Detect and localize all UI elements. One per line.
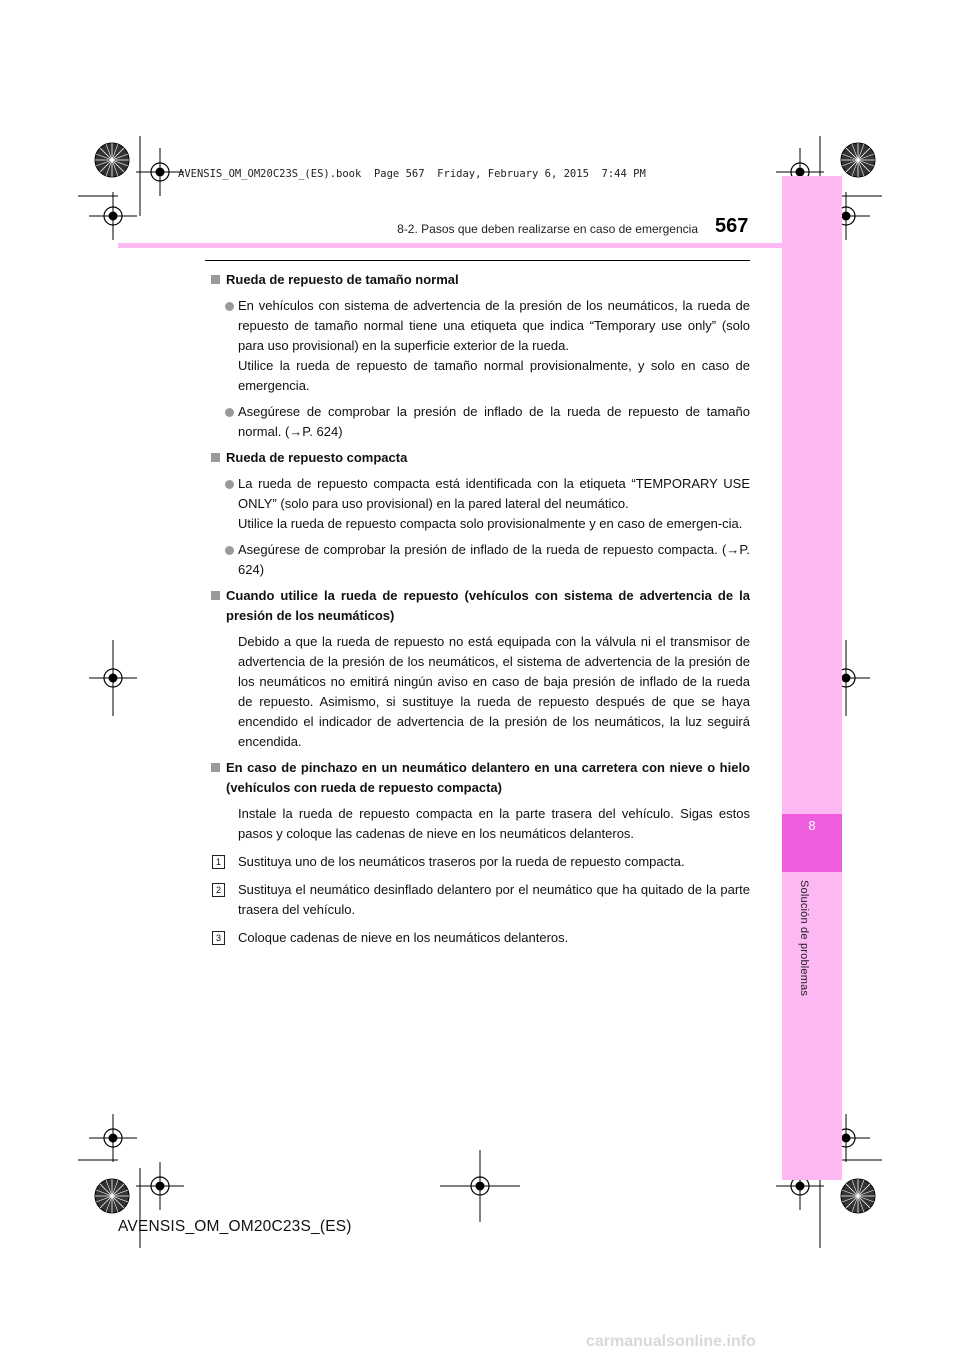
section-heading: Cuando utilice la rueda de repuesto (vehículos con sistema de advertencia de la presión de los neumáticos) xyxy=(210,586,750,626)
chapter-number: 8 xyxy=(808,818,816,833)
side-tab xyxy=(782,176,842,1180)
bullet-item: En vehículos con sistema de advertencia de la presión de los neumáticos, la rueda de repuesto de tamaño normal tiene una etiqueta que indica “Temporary use only” (solo para uso provisional) en la superficie exterior de la rueda. Utilice la rueda de repuesto de tamaño normal provisionalmente, y solo en caso de emergencia. xyxy=(210,296,750,396)
bullet-item: Asegúrese de comprobar la presión de inflado de la rueda de repuesto de tamaño normal. (→P. 624) xyxy=(210,402,750,442)
section-heading: Rueda de repuesto de tamaño normal xyxy=(210,270,750,290)
section-heading: En caso de pinchazo en un neumático delantero en una carretera con nieve o hielo (vehículos con rueda de repuesto compacta) xyxy=(210,758,750,798)
square-bullet-icon xyxy=(211,591,220,600)
step-number: 2 xyxy=(212,883,225,897)
paragraph: Debido a que la rueda de repuesto no está equipada con la válvula ni el transmisor de advertencia de la presión de los neumáticos, el sistema de advertencia de la presión de los neumáticos no emitirá ningún aviso en caso de baja presión de inflado de la rueda de repuesto. Asimismo, si sustituye la rueda de repuesto después de que se haya encendido el indicador de advertencia de la presión de los neumáticos, la luz seguirá encendida. xyxy=(238,634,750,749)
print-info: AVENSIS_OM_OM20C23S_(ES).book Page 567 Friday, February 6, 2015 7:44 PM xyxy=(178,168,646,180)
watermark: carmanualsonline.info xyxy=(586,1333,756,1350)
step-item: 3 Coloque cadenas de nieve en los neumáticos delanteros. xyxy=(210,928,750,948)
chapter-label: Solución de problemas xyxy=(798,880,810,997)
step-number: 1 xyxy=(212,855,225,869)
round-bullet-icon xyxy=(225,546,234,555)
step-item: 1 Sustituya uno de los neumáticos traseros por la rueda de repuesto compacta. xyxy=(210,852,750,872)
header-bar xyxy=(118,243,782,248)
round-bullet-icon xyxy=(225,480,234,489)
bullet-item: Asegúrese de comprobar la presión de inflado de la rueda de repuesto compacta. (→P. 624) xyxy=(210,540,750,580)
page-content xyxy=(210,266,750,948)
square-bullet-icon xyxy=(211,275,220,284)
section-title: 8-2. Pasos que deben realizarse en caso de emergencia xyxy=(397,222,698,236)
paragraph: Instale la rueda de repuesto compacta en la parte trasera del vehículo. Sigas estos pasos y coloque las cadenas de nieve en los neumáticos delanteros. xyxy=(238,806,750,841)
section-heading: Rueda de repuesto compacta xyxy=(210,448,750,468)
step-item: 2 Sustituya el neumático desinflado delantero por el neumático que ha quitado de la parte trasera del vehículo. xyxy=(210,880,750,920)
step-number: 3 xyxy=(212,931,225,945)
square-bullet-icon xyxy=(211,453,220,462)
bullet-item: La rueda de repuesto compacta está identificada con la etiqueta “TEMPORARY USE ONLY” (solo para uso provisional) en la pared lateral del neumático. Utilice la rueda de repuesto compacta solo provisionalmente y en caso de emergen-cia. xyxy=(210,474,750,534)
page-number: 567 xyxy=(715,215,749,237)
header-rule xyxy=(205,260,750,261)
square-bullet-icon xyxy=(211,763,220,772)
chapter-number-tab xyxy=(782,814,842,872)
footer-code: AVENSIS_OM_OM20C23S_(ES) xyxy=(118,1218,352,1235)
round-bullet-icon xyxy=(225,302,234,311)
round-bullet-icon xyxy=(225,408,234,417)
